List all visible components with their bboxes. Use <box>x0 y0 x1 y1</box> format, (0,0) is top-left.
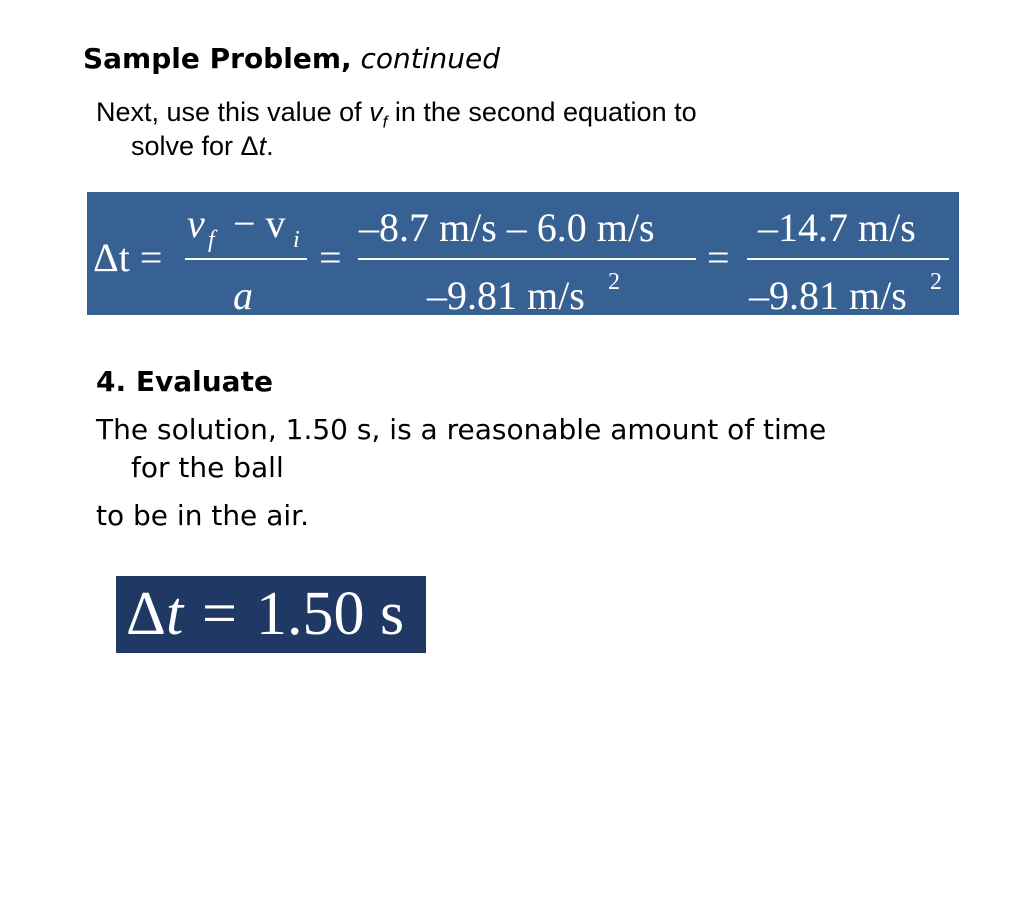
eq1-frac1-bar <box>185 258 307 260</box>
intro-vf-sub: f <box>382 112 388 132</box>
eq2-value: 1.50 s <box>256 580 405 648</box>
equation-box-1 <box>87 192 959 318</box>
eq1-frac3-den: –9.81 m/s <box>749 273 907 318</box>
eq1-lhs: Δt = <box>93 235 163 280</box>
intro-delta: Δ <box>240 131 259 161</box>
heading-bold: Sample Problem, <box>83 42 352 75</box>
eq1-frac2-den: –9.81 m/s <box>427 273 585 318</box>
eq1-frac3-exp: 2 <box>930 269 942 295</box>
eq1-equals-1: = <box>319 235 342 280</box>
eq1-frac1-vf: v <box>187 201 205 246</box>
eq1-frac1-minus-vi: − v <box>233 201 286 246</box>
eq2-equals: = <box>202 580 237 648</box>
eq1-frac1-den: a <box>233 273 253 318</box>
eq1-frac3-bar <box>747 258 949 260</box>
eq2-t: t <box>166 580 184 648</box>
evaluate-line-3: to be in the air. <box>96 499 309 532</box>
intro-line-2 <box>131 130 274 162</box>
heading-italic: continued <box>360 42 501 75</box>
eq1-frac1-i: i <box>293 227 300 253</box>
intro-t: t <box>258 131 267 161</box>
eq1-frac1-f: f <box>208 227 215 253</box>
equation-box-2 <box>116 576 426 653</box>
evaluate-line-2: for the ball <box>131 451 284 484</box>
intro-vf-v: v <box>369 97 383 127</box>
eq1-frac2-num: –8.7 m/s – 6.0 m/s <box>359 205 655 250</box>
intro-line-1 <box>96 96 697 133</box>
eq1-frac2-exp: 2 <box>608 269 620 295</box>
eq1-frac3-num: –14.7 m/s <box>758 205 916 250</box>
intro-part2: in the second equation to <box>387 97 697 127</box>
eq1-frac2-bar <box>358 258 696 260</box>
page-heading <box>83 42 500 76</box>
intro-part1: Next, use this value of <box>96 97 370 127</box>
eq1-equals-2: = <box>707 235 730 280</box>
intro-period: . <box>266 131 274 161</box>
eq2-delta: Δ <box>126 580 166 648</box>
intro-line2-text: solve for <box>131 131 241 161</box>
evaluate-heading: 4. Evaluate <box>96 365 273 398</box>
evaluate-line-1: The solution, 1.50 s, is a reasonable amount of time <box>96 413 827 446</box>
